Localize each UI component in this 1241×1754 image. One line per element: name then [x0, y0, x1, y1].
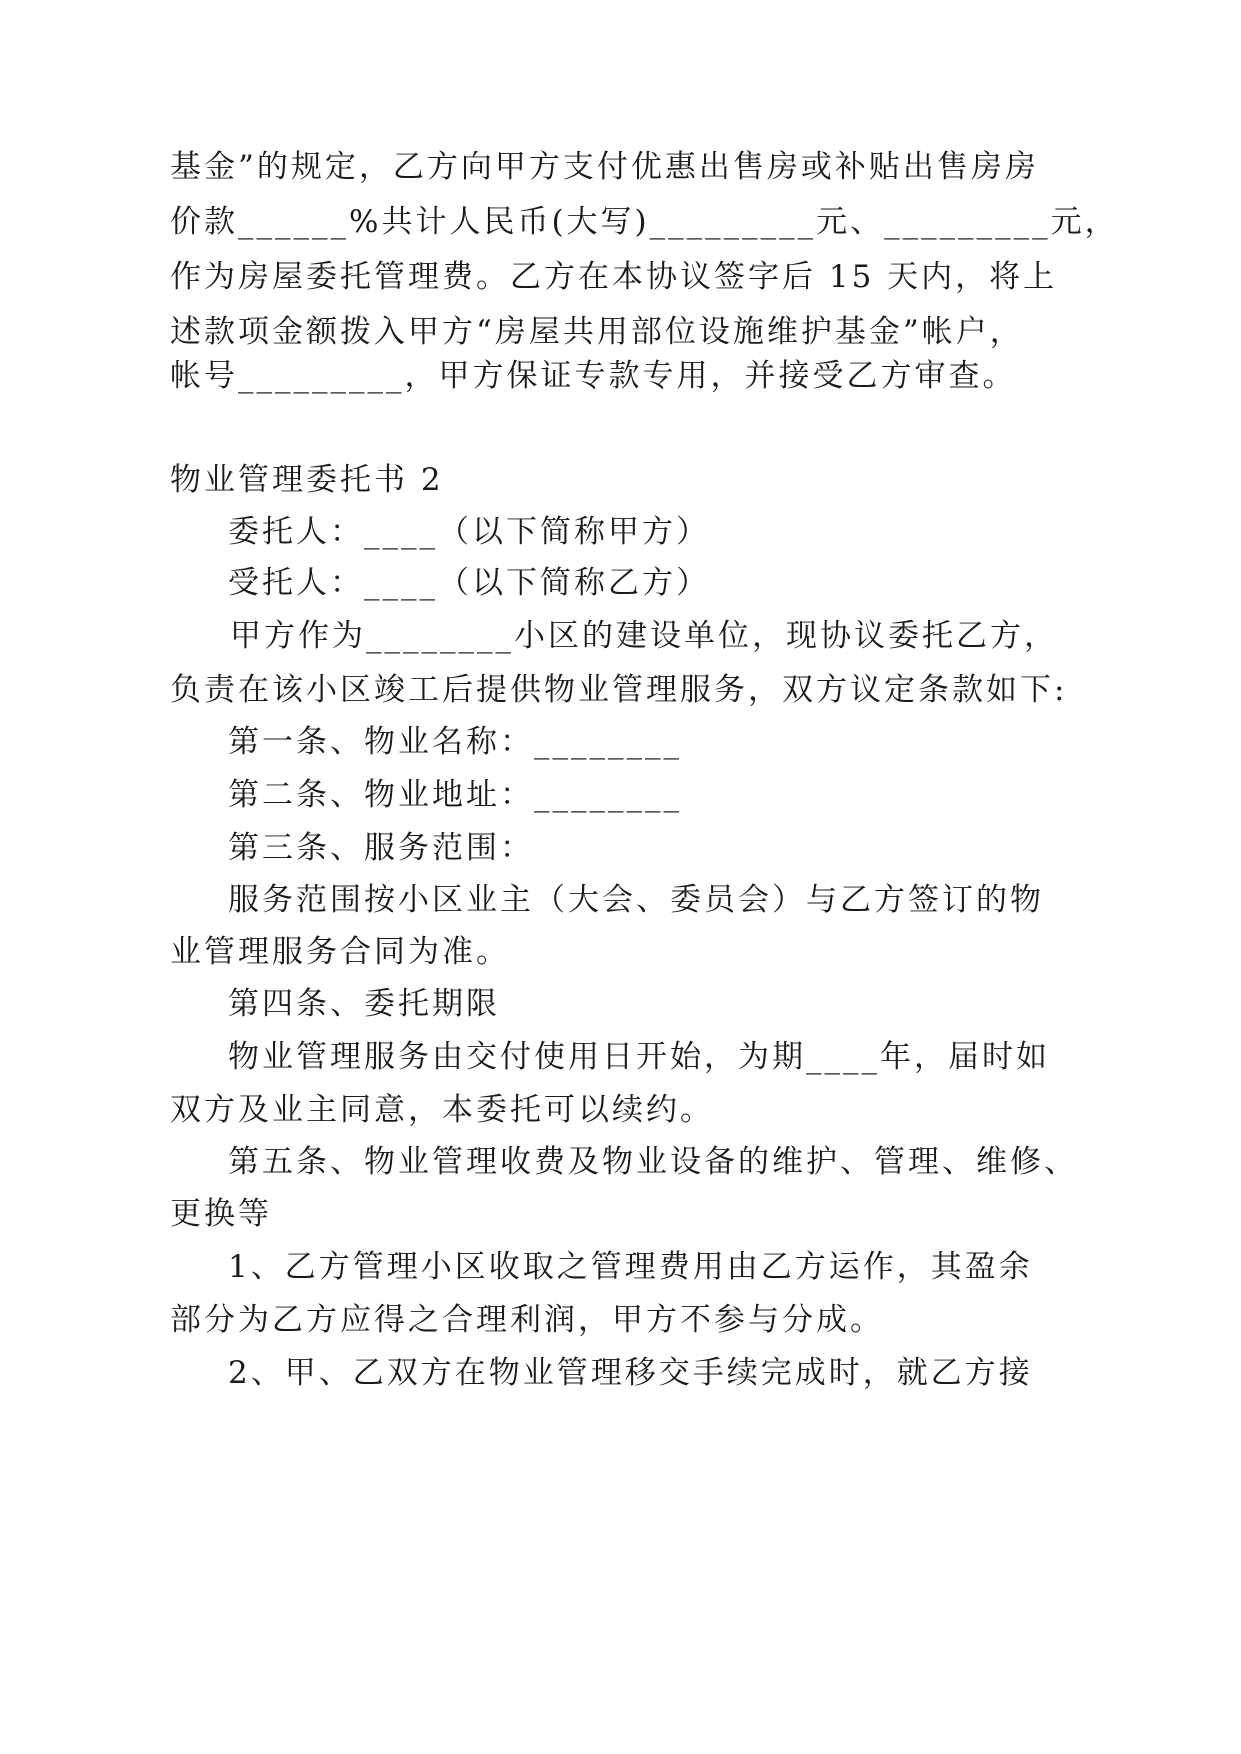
- article-5-line: 第五条、物业管理收费及物业设备的维护、管理、维修、: [228, 1144, 1078, 1180]
- article-3-body-line: 业管理服务合同为准。: [170, 934, 510, 970]
- article-4-body-line: 物业管理服务由交付使用日开始，为期____年，届时如: [228, 1039, 1050, 1075]
- paragraph-line: 述款项金额拨入甲方“房屋共用部位设施维护基金”帐户，: [170, 314, 1024, 350]
- intro-line: 甲方作为________小区的建设单位，现协议委托乙方，: [230, 618, 1058, 654]
- paragraph-line: 价款______%共计人民币(大写)_________元、_________元，: [170, 204, 1119, 240]
- item-2-line: 2、甲、乙双方在物业管理移交手续完成时，就乙方接: [228, 1355, 1033, 1391]
- article-4-body-line: 双方及业主同意，本委托可以续约。: [170, 1092, 714, 1128]
- article-3-body-line: 服务范围按小区业主（大会、委员会）与乙方签订的物: [228, 882, 1044, 918]
- article-1: 第一条、物业名称：________: [228, 724, 682, 760]
- item-1-line: 1、乙方管理小区收取之管理费用由乙方运作，其盈余: [228, 1249, 1033, 1285]
- article-2: 第二条、物业地址：________: [228, 777, 682, 813]
- paragraph-line: 基金”的规定，乙方向甲方支付优惠出售房或补贴出售房房: [170, 149, 1039, 185]
- paragraph-line: 帐号_________，甲方保证专款专用，并接受乙方审查。: [170, 358, 1017, 394]
- intro-line: 负责在该小区竣工后提供物业管理服务，双方议定条款如下:: [170, 672, 1068, 708]
- agent-line: 受托人：____（以下简称乙方）: [228, 565, 710, 601]
- item-1-line: 部分为乙方应得之合理利润，甲方不参与分成。: [170, 1302, 884, 1338]
- article-4: 第四条、委托期限: [228, 986, 500, 1022]
- principal-line: 委托人：____（以下简称甲方）: [228, 514, 710, 550]
- article-5-line: 更换等: [170, 1196, 272, 1232]
- section-title: 物业管理委托书 2: [170, 462, 444, 498]
- paragraph-line: 作为房屋委托管理费。乙方在本协议签字后 15 天内，将上: [170, 259, 1058, 295]
- article-3: 第三条、服务范围：: [228, 830, 534, 866]
